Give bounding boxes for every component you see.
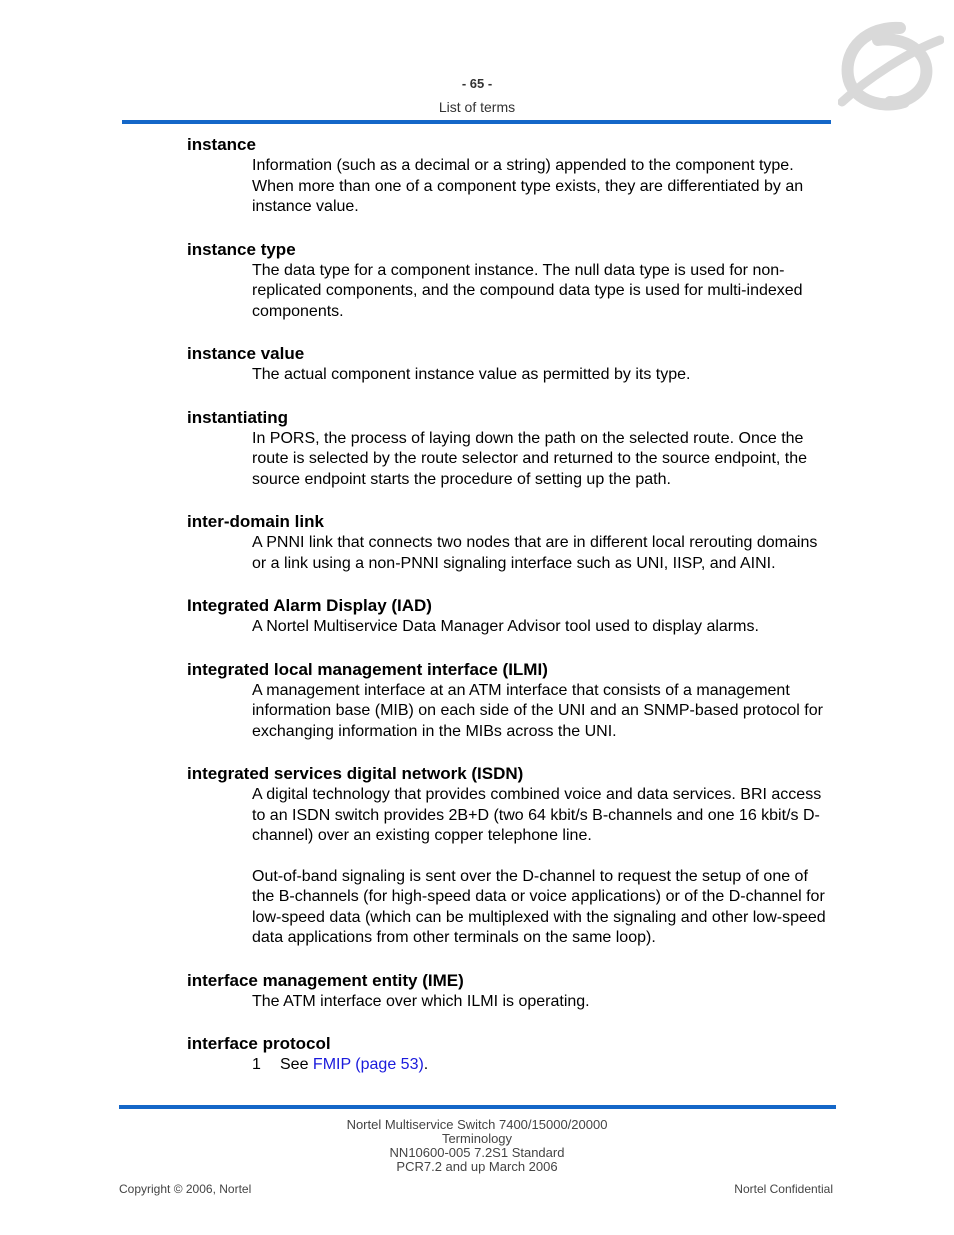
- glossary-entry: [187, 595, 837, 638]
- footer-confidential: Nortel Confidential: [734, 1182, 833, 1196]
- glossary-entry: [187, 970, 837, 1013]
- definition-paragraph: The actual component instance value as permitted by its type.: [252, 366, 691, 383]
- footer-doc-title: Terminology: [441, 1131, 513, 1146]
- glossary-content: [187, 134, 837, 1097]
- header-rule: [122, 120, 831, 124]
- see-text: See: [280, 1056, 313, 1073]
- glossary-term: instance: [187, 135, 256, 154]
- glossary-term: integrated services digital network (ISDN): [187, 764, 524, 783]
- glossary-entry: [187, 659, 837, 743]
- list-number: 1: [252, 1056, 261, 1073]
- glossary-definition: [252, 1055, 832, 1076]
- footer-document-info: [0, 1118, 954, 1174]
- glossary-entry: [187, 239, 837, 323]
- glossary-entry: [187, 134, 837, 218]
- definition-paragraph: A Nortel Multiservice Data Manager Advisor tool used to display alarms.: [252, 618, 759, 635]
- footer-copyright: Copyright © 2006, Nortel: [119, 1182, 252, 1196]
- glossary-definition: [252, 617, 832, 638]
- glossary-definition: [252, 261, 832, 323]
- glossary-term: Integrated Alarm Display (IAD): [187, 596, 432, 615]
- definition-paragraph: A PNNI link that connects two nodes that are in different local rerouting domains or a link using a non-PNNI signaling interface such as UNI, IISP, and AINI.: [252, 534, 818, 572]
- definition-paragraph: In PORS, the process of laying down the path on the selected route. Once the route is selected by the route selector and returned to the source endpoint, the source endpoint starts the procedure of setting up the path.: [252, 429, 808, 488]
- glossary-term: interface management entity (IME): [187, 970, 464, 990]
- glossary-entry: [187, 511, 837, 574]
- glossary-definition: [252, 992, 832, 1013]
- list-item-text: [280, 1055, 428, 1076]
- glossary-entry: [187, 763, 837, 949]
- definition-paragraph: Out-of-band signaling is sent over the D-channel to request the setup of one of the B-channels (for high-speed data or voice applications) or of the D-channel for low-speed data (which can be multiplexed with the signaling and other low-speed data applications from other terminals on the same loop).: [252, 867, 826, 946]
- glossary-entry: [187, 343, 837, 386]
- glossary-entry: [187, 407, 837, 491]
- glossary-term: instance type: [187, 239, 296, 259]
- glossary-term: inter-domain link: [187, 512, 324, 531]
- glossary-term: instance value: [187, 344, 305, 363]
- definition-paragraph: The data type for a component instance. The null data type is used for non-replicated components, and the compound data type is used for multi-indexed components.: [252, 261, 803, 320]
- footer-doc-number: NN10600-005 7.2S1 Standard: [389, 1145, 565, 1160]
- glossary-definition: [252, 533, 832, 574]
- glossary-definition: [252, 365, 832, 386]
- glossary-entry: [187, 1033, 837, 1076]
- page-number: - 65 -: [461, 76, 493, 91]
- glossary-definition: [252, 156, 832, 218]
- footer-product: Nortel Multiservice Switch 7400/15000/20000: [346, 1117, 608, 1132]
- glossary-definition: [252, 429, 832, 491]
- glossary-term: integrated local management interface (ILMI): [187, 659, 548, 679]
- footer-release: PCR7.2 and up March 2006: [396, 1159, 558, 1174]
- glossary-term: instantiating: [187, 407, 289, 427]
- trailing-period: .: [423, 1056, 429, 1073]
- definition-paragraph: The ATM interface over which ILMI is operating.: [252, 992, 590, 1010]
- nortel-globe-icon: [838, 18, 944, 114]
- glossary-term: interface protocol: [187, 1034, 331, 1053]
- numbered-list-item: [252, 1055, 832, 1076]
- glossary-definition: [252, 681, 832, 743]
- footer-rule: [119, 1105, 836, 1109]
- section-title: List of terms: [438, 99, 516, 115]
- definition-paragraph: Information (such as a decimal or a string) appended to the component type. When more than one of a component type exists, they are differentiated by an instance value.: [252, 157, 804, 215]
- definition-paragraph: A management interface at an ATM interface that consists of a management information base (MIB) on each side of the UNI and an SNMP-based protocol for exchanging information in the MIBs across the UNI.: [252, 681, 823, 740]
- definition-paragraph: A digital technology that provides combined voice and data services. BRI access to an ISDN switch provides 2B+D (two 64 kbit/s B-channels and one 16 kbit/s D-channel) over an existing copper telephone line.: [252, 786, 822, 844]
- fmip-link[interactable]: FMIP (page 53): [312, 1056, 424, 1073]
- glossary-definition: [252, 785, 832, 949]
